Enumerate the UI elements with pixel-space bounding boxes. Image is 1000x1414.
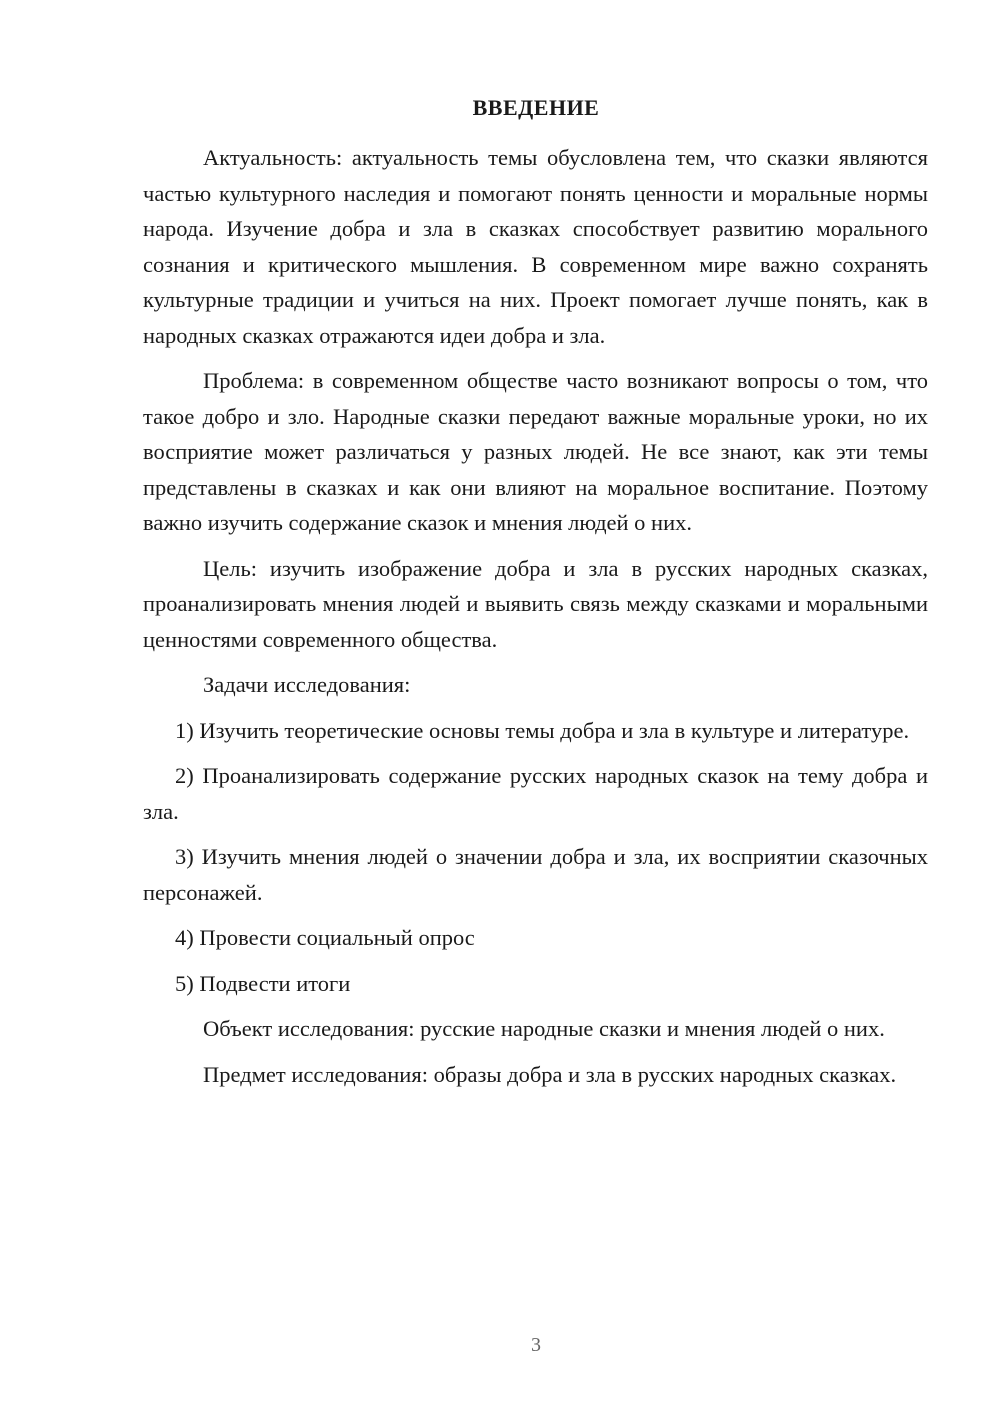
subject-paragraph: Предмет исследования: образы добра и зла в русских народных сказках. (203, 1061, 897, 1087)
document-body (143, 140, 928, 1102)
page-title: ВВЕДЕНИЕ (472, 95, 600, 120)
tasks-heading: Задачи исследования: (203, 672, 411, 697)
problem-paragraph: Проблема: в современном обществе часто возникают вопросы о том, что такое добро и зло. Народные сказки передают важные моральные уроки, но их восприятие может различаться у разных людей. Не все знают, как эти темы представлены в сказках и как они влияют на моральное воспитание. Поэтому важно изучить содержание сказок и мнения людей о них. (143, 368, 928, 535)
object-paragraph: Объект исследования: русские народные сказки и мнения людей о них. (203, 1016, 885, 1041)
task-item-4: 4) Провести социальный опрос (175, 925, 475, 950)
goal-paragraph: Цель: изучить изображение добра и зла в русских народных сказках, проанализировать мнения людей и выявить связь между сказками и моральными ценностями современного общества. (143, 555, 928, 652)
task-item-2: 2) Проанализировать содержание русских народных сказок на тему добра и зла. (143, 763, 928, 824)
task-item-3: 3) Изучить мнения людей о значении добра и зла, их восприятии сказочных персонажей. (143, 844, 928, 905)
task-item-1: 1) Изучить теоретические основы темы добра и зла в культуре и литературе. (175, 717, 910, 743)
relevance-paragraph: Актуальность: актуальность темы обусловлена тем, что сказки являются частью культурного наследия и помогают понять ценности и моральные нормы народа. Изучение добра и зла в сказках способствует развитию морального сознания и критического мышления. В современном мире важно сохранять культурные традиции и учиться на них. Проект помогает лучше понять, как в народных сказках отражаются идеи добра и зла. (143, 145, 928, 348)
page-number: 3 (531, 1334, 541, 1356)
task-item-5: 5) Подвести итоги (175, 970, 351, 996)
